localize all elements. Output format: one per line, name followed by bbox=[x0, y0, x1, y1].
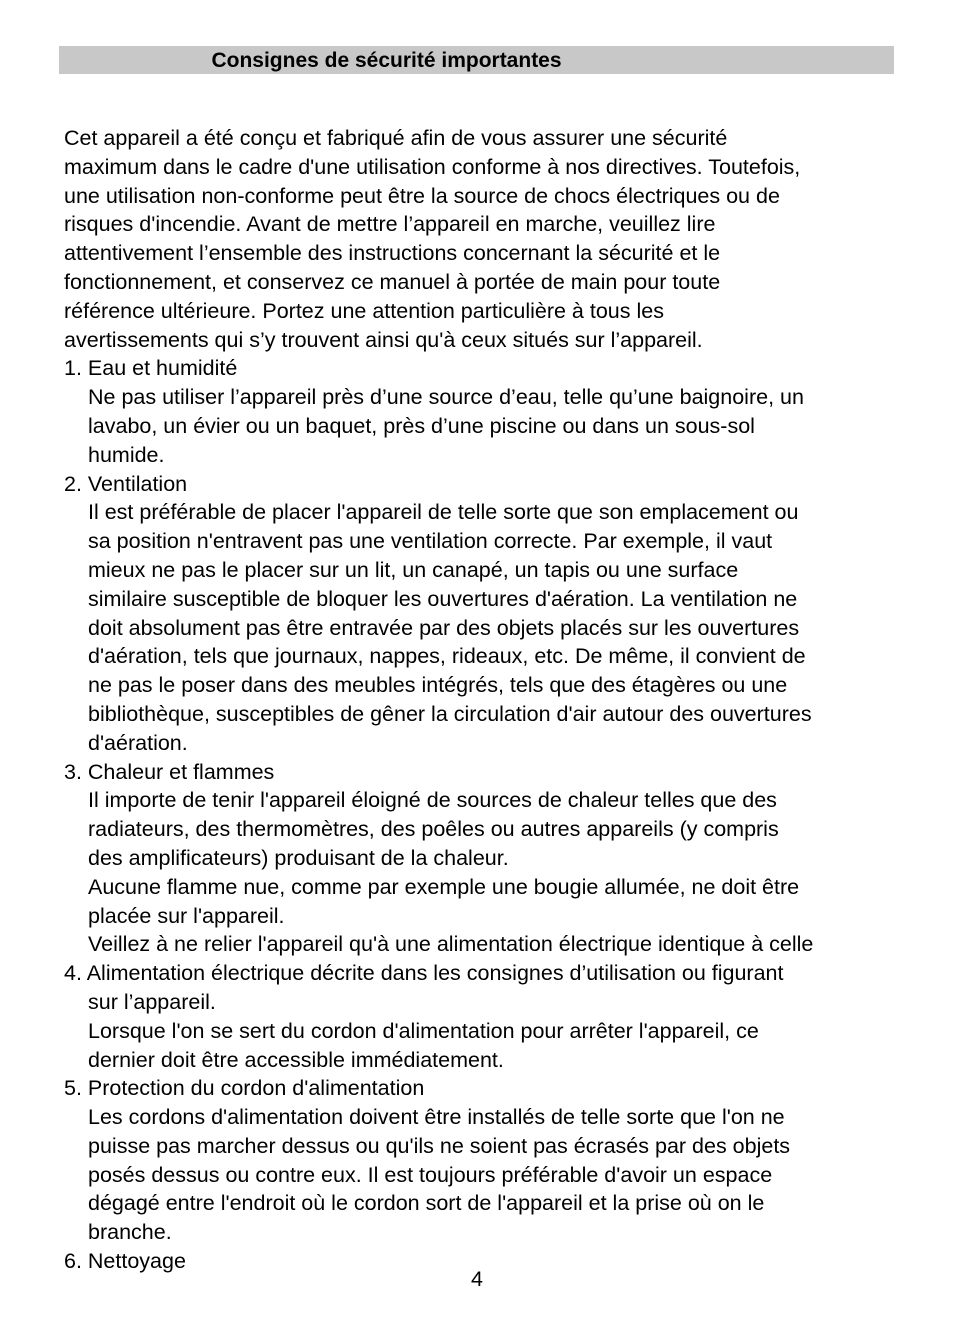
section-line: placée sur l'appareil. bbox=[88, 903, 285, 928]
intro-line: attentivement l’ensemble des instructions concernant la sécurité et le bbox=[64, 241, 721, 266]
section-heading: 6. Nettoyage bbox=[64, 1249, 186, 1274]
intro-line: avertissements qui s’y trouvent ainsi qu'à ceux situés sur l’appareil. bbox=[64, 327, 703, 352]
section-line: doit absolument pas être entravée par des objets placés sur les ouvertures bbox=[88, 615, 800, 640]
page-title: Consignes de sécurité importantes bbox=[211, 49, 562, 72]
section-line: radiateurs, des thermomètres, des poêles ou autres appareils (y compris bbox=[88, 817, 779, 842]
intro-line: Cet appareil a été conçu et fabriqué afin de vous assurer une sécurité bbox=[64, 126, 728, 150]
section-line: Lorsque l'on se sert du cordon d'alimentation pour arrêter l'appareil, ce bbox=[88, 1018, 759, 1043]
intro-line: fonctionnement, et conservez ce manuel à portée de main pour toute bbox=[64, 269, 721, 294]
section-header-bar bbox=[59, 46, 894, 74]
section-line: Il est préférable de placer l'appareil de telle sorte que son emplacement ou bbox=[88, 500, 799, 525]
section-line: d'aération, tels que journaux, nappes, rideaux, etc. De même, il convient de bbox=[88, 644, 806, 669]
intro-line: référence ultérieure. Portez une attention particulière à tous les bbox=[64, 298, 664, 323]
document-body bbox=[64, 124, 894, 1276]
section-line: Veillez à ne relier l'appareil qu'à une alimentation électrique identique à celle bbox=[88, 932, 814, 957]
intro-paragraph bbox=[64, 124, 894, 354]
intro-line: maximum dans le cadre d'une utilisation conforme à nos directives. Toutefois, bbox=[64, 154, 801, 179]
section-line: d'aération. bbox=[88, 730, 188, 755]
section-line: sa position n'entravent pas une ventilation correcte. Par exemple, il vaut bbox=[88, 529, 773, 554]
section-alimentation bbox=[64, 959, 894, 1074]
section-line: puisse pas marcher dessus ou qu'ils ne soient pas écrasés par des objets bbox=[88, 1133, 791, 1158]
section-line: lavabo, un évier ou un baquet, près d’une piscine ou dans un sous-sol bbox=[88, 413, 755, 438]
section-heading: 2. Ventilation bbox=[64, 471, 188, 496]
section-line: dernier doit être accessible immédiatement. bbox=[88, 1047, 504, 1072]
section-heading: 1. Eau et humidité bbox=[64, 356, 238, 381]
section-ventilation bbox=[64, 470, 894, 758]
section-line: branche. bbox=[88, 1220, 172, 1245]
section-line: posés dessus ou contre eux. Il est toujours préférable d'avoir un espace bbox=[88, 1162, 773, 1187]
section-line: dégagé entre l'endroit où le cordon sort de l'appareil et la prise où on le bbox=[88, 1191, 765, 1216]
intro-line: risques d'incendie. Avant de mettre l’appareil en marche, veuillez lire bbox=[64, 212, 716, 237]
section-eau-humidite bbox=[64, 354, 894, 469]
section-chaleur-flammes bbox=[64, 758, 894, 960]
section-line: bibliothèque, susceptibles de gêner la circulation d'air autour des ouvertures bbox=[88, 701, 812, 726]
section-line: sur l’appareil. bbox=[88, 989, 216, 1014]
section-heading: 5. Protection du cordon d'alimentation bbox=[64, 1076, 425, 1101]
section-line: mieux ne pas le placer sur un lit, un canapé, un tapis ou une surface bbox=[88, 557, 739, 582]
section-line: Aucune flamme nue, comme par exemple une bougie allumée, ne doit être bbox=[88, 874, 800, 899]
section-line: ne pas le poser dans des meubles intégrés, tels que des étagères ou une bbox=[88, 673, 788, 698]
section-line: des amplificateurs) produisant de la chaleur. bbox=[88, 845, 509, 870]
section-protection-cordon bbox=[64, 1074, 894, 1247]
page-number: 4 bbox=[471, 1267, 483, 1291]
section-line: Il importe de tenir l'appareil éloigné de sources de chaleur telles que des bbox=[88, 788, 777, 813]
section-line: Ne pas utiliser l’appareil près d’une source d’eau, telle qu’une baignoire, un bbox=[88, 385, 804, 410]
intro-line: une utilisation non-conforme peut être la source de chocs électriques ou de bbox=[64, 183, 780, 208]
section-line: similaire susceptible de bloquer les ouvertures d'aération. La ventilation ne bbox=[88, 586, 798, 611]
section-line: Les cordons d'alimentation doivent être installés de telle sorte que l'on ne bbox=[88, 1105, 785, 1130]
section-heading: 3. Chaleur et flammes bbox=[64, 759, 275, 784]
section-line: humide. bbox=[88, 442, 165, 467]
section-heading: 4. Alimentation électrique décrite dans les consignes d’utilisation ou figurant bbox=[64, 961, 784, 986]
